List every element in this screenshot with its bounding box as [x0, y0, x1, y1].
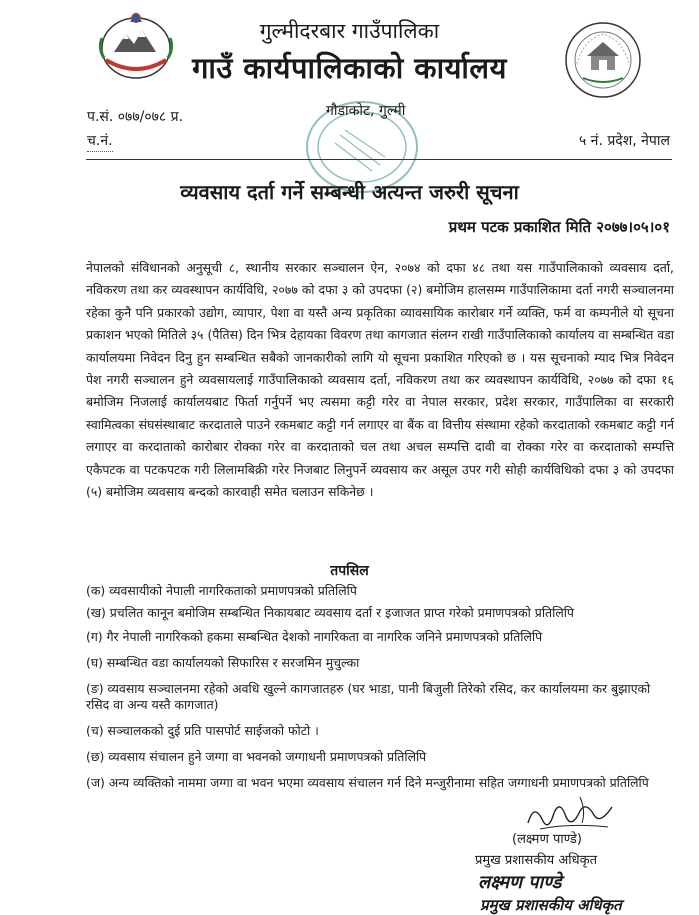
list-item: (च) सञ्चालकको दुई प्रति पासपोर्ट साईजको फोटो ।: [86, 723, 319, 738]
office-name: गाउँ कार्यपालिकाको कार्यालय: [192, 51, 507, 85]
list-item: (क) व्यवसायीको नेपाली नागरिकताको प्रमाणपत्रको प्रतिलिपि: [86, 583, 357, 598]
signatory-designation: प्रमुख प्रशासकीय अधिकृत: [475, 853, 598, 868]
attachment-list: [86, 583, 676, 791]
notice-title: व्यवसाय दर्ता गर्ने सम्बन्धी अत्यन्त जरुरी सूचना: [180, 180, 519, 204]
signatory-name: (लक्ष्मण पाण्डे): [512, 832, 582, 847]
office-location: गौडाकोट, गुल्मी: [326, 103, 406, 119]
reference-number: प.सं. ०७७/०७८ प्र.: [87, 109, 184, 125]
list-item: (ङ) व्यवसाय सञ्चालनमा रहेको अवधि खुल्ने कागजातहरु (घर भाडा, पानी बिजुली तिरेको रसिद, कर कार्यालयमा कर बुझाएको रसिद वा अन्य यस्तै कागजात): [86, 681, 651, 712]
notice-body: नेपालको संविधानको अनुसूची ८, स्थानीय सरकार सञ्चालन ऐन, २०७४ को दफा ४८ तथा यस गाउँपालिकाको व्यवसाय दर्ता, नविकरण तथा कर व्यवस्थापन कार्यविधि, २०७७ को दफा ३ को उपदफा (२) बमोजिम हालसम्म गाउँपालिकामा दर्ता नगरी सञ्चालनमा रहेका कुनै पनि प्रकारको उद्योग, व्यापार, पेशा वा यस्तै अन्य प्रकृतिका व्यावसायिक कारोबार गर्ने व्यक्ति, फर्म वा कम्पनीले यो सूचना प्रकाशन भएको मितिले ३५ (पैतिस) दिन भित्र देहायका विवरण तथा कागजात संलग्न राखी गाउँपालिकाको कार्यालय वा सम्बन्धित वडा कार्यालयमा निवेदन दिनु हुन सम्बन्धित सबैको जानकारीको लागि यो सूचना प्रकाशित गरिएको छ । यस सूचनाको म्याद भित्र निवेदन पेश नगरी सञ्चालन हुने व्यवसायलाई गाउँपालिकाको व्यवसाय दर्ता, नविकरण तथा कर व्यवस्थापन कार्यविधि, २०७७ को दफा १६ बमोजिम निजलाई कार्यालयबाट फिर्ता गर्नुपर्ने भए त्यसमा कट्टी गरेर वा नेपाल सरकार, प्रदेश सरकार, गाउँपालिका वा सरकारी स्वामित्वका संघसंस्थाबाट करदाताले पाउने रकमबाट कट्टी गर्न लगाएर वा बैंक वा वित्तीय संस्थामा रहेको करदाताको रकमबाट कट्टी गर्न लगाएर वा करदाताको कारोबार रोक्का गरेर वा करदाताको चल तथा अचल सम्पत्ति दावी वा रोक्का गरेर वा करदाताको सम्पत्ति एकैपटक वा पटकपटक गरी लिलामबिक्री गरेर निजबाट लिनुपर्ने व्यवसाय कर असूल उपर गरी सोही कार्यविधिको दफा ३ को उपदफा (५) बमोजिम व्यवसाय बन्दको कारवाही समेत चलाउन सकिनेछ ।: [86, 260, 674, 500]
list-item: (छ) व्यवसाय संचालन हुने जग्गा वा भवनको जग्गाधनी प्रमाणपत्रको प्रतिलिपि: [86, 749, 427, 764]
signatory-designation-stamp: प्रमुख प्रशासकीय अधिकृत: [480, 896, 622, 914]
list-item: (ज) अन्य व्यक्तिको नाममा जग्गा वा भवन भएमा व्यवसाय संचालन गर्न दिने मन्जुरीनामा सहित जग्गाधनी प्रमाणपत्रको प्रतिलिपि: [86, 775, 649, 790]
list-item: (घ) सम्बन्धित वडा कार्यालयको सिफारिस र सरजमिन मुचुल्का: [86, 655, 360, 670]
province-label: ५ नं. प्रदेश, नेपाल: [578, 133, 670, 149]
list-item: (ग) गैर नेपाली नागरिकको हकमा सम्बन्धित देशको नागरिकता वा नागरिक जनिने प्रमाणपत्रको प्रतिलिपि: [86, 629, 543, 644]
list-item: (ख) प्रचलित कानून बमोजिम सम्बन्धित निकायबाट व्यवसाय दर्ता र इजाजत प्राप्त गरेको प्रमाणपत्रको प्रतिलिपि: [86, 605, 574, 620]
publish-date: प्रथम पटक प्रकाशित मिति २०७७।०५।०१: [448, 218, 670, 236]
header-divider: [86, 159, 672, 160]
dispatch-number: च.नं.: [87, 131, 113, 152]
org-name: गुल्मीदरबार गाउँपालिका: [259, 19, 440, 43]
signatory-name-stamp: लक्ष्मण पाण्डे: [478, 872, 562, 893]
attachments-heading: तपसिल: [330, 563, 369, 579]
